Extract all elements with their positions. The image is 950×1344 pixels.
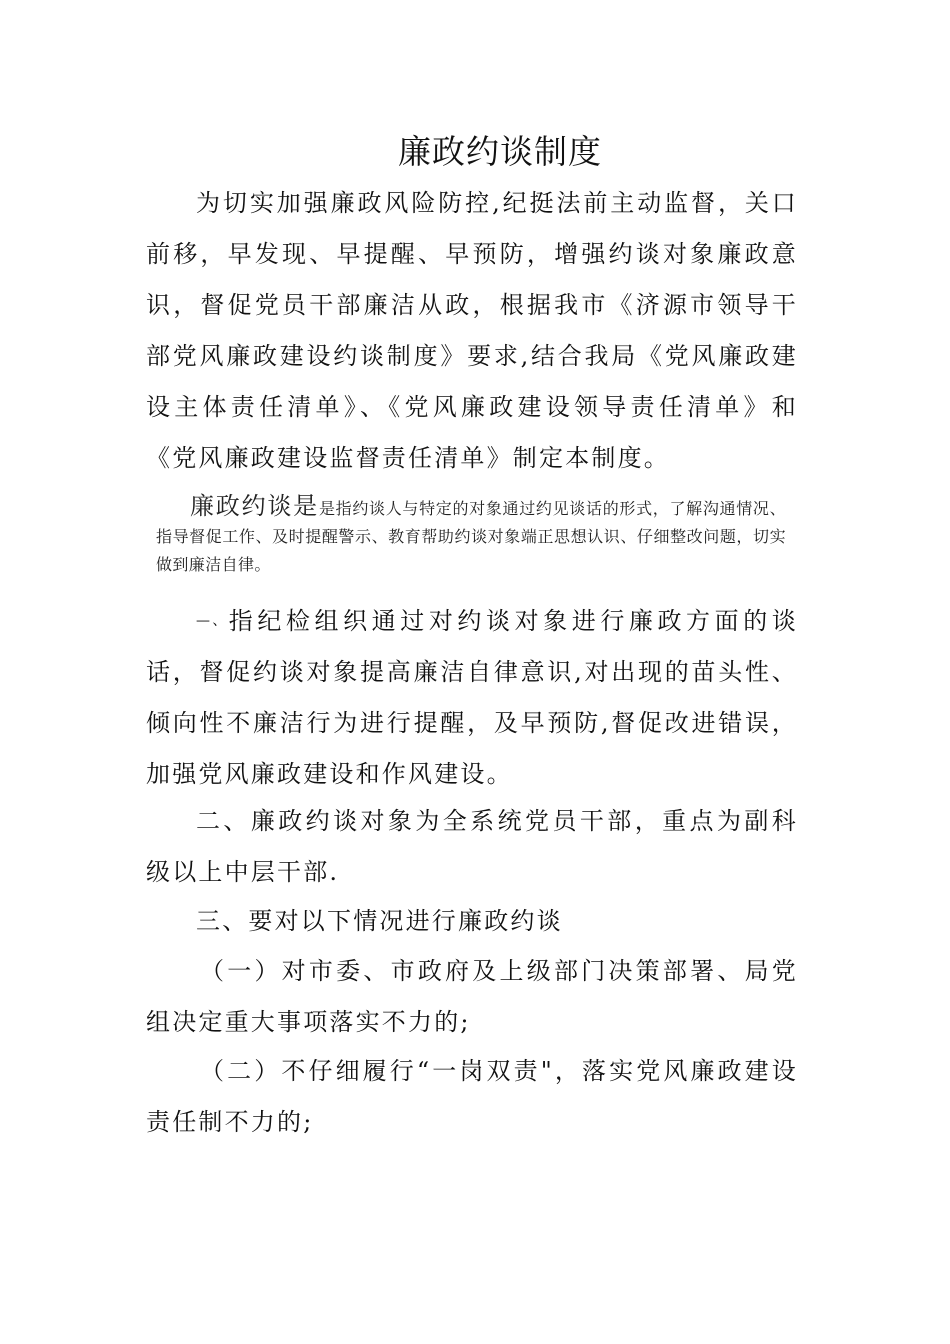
intro-paragraph: 为切实加强廉政风险防控,纪挺法前主动监督，关口前移，早发现、早提醒、早预防，增强约谈对象廉政意识，督促党员干部廉洁从政，根据我市《济源市领导干部党风廉政建设约谈制度》要求,结合我局《党风廉政建设主体责任清单》、《党风廉政建设领导责任清单》和《党风廉政建设监督责任清单》制定本制度。: [146, 189, 798, 472]
item-three-sub-one: （一）对市委、市政府及上级部门决策部署、局党组决定重大事项落实不力的;: [146, 957, 798, 1036]
item-three-heading: 三、要对以下情况进行廉政约谈: [196, 907, 563, 935]
item-two-paragraph: 二、廉政约谈对象为全系统党员干部，重点为副科级以上中层干部.: [146, 807, 798, 886]
definition-text: 是指约谈人与特定的对象通过约见谈话的形式，了解沟通情况、指导督促工作、及时提醒警示、教育帮助约谈对象端正思想认识、仔细整改问题，切实做到廉洁自律。: [156, 499, 786, 574]
item-three-sub-two: （二）不仔细履行“一岗双责"，落实党风廉政建设责任制不力的;: [146, 1057, 798, 1136]
item-one-text: 指纪检组织通过对约谈对象进行廉政方面的谈话，督促约谈对象提高廉洁自律意识,对出现的苗头性、倾向性不廉洁行为进行提醒，及早预防,督促改进错误，加强党风廉政建设和作风建设。: [146, 607, 799, 788]
document-title: 廉政约谈制度: [398, 132, 602, 171]
item-one-number: —、: [196, 613, 229, 629]
definition-lead: 廉政约谈是: [190, 492, 319, 520]
item-one-paragraph: [146, 596, 798, 800]
definition-paragraph: [156, 492, 786, 579]
